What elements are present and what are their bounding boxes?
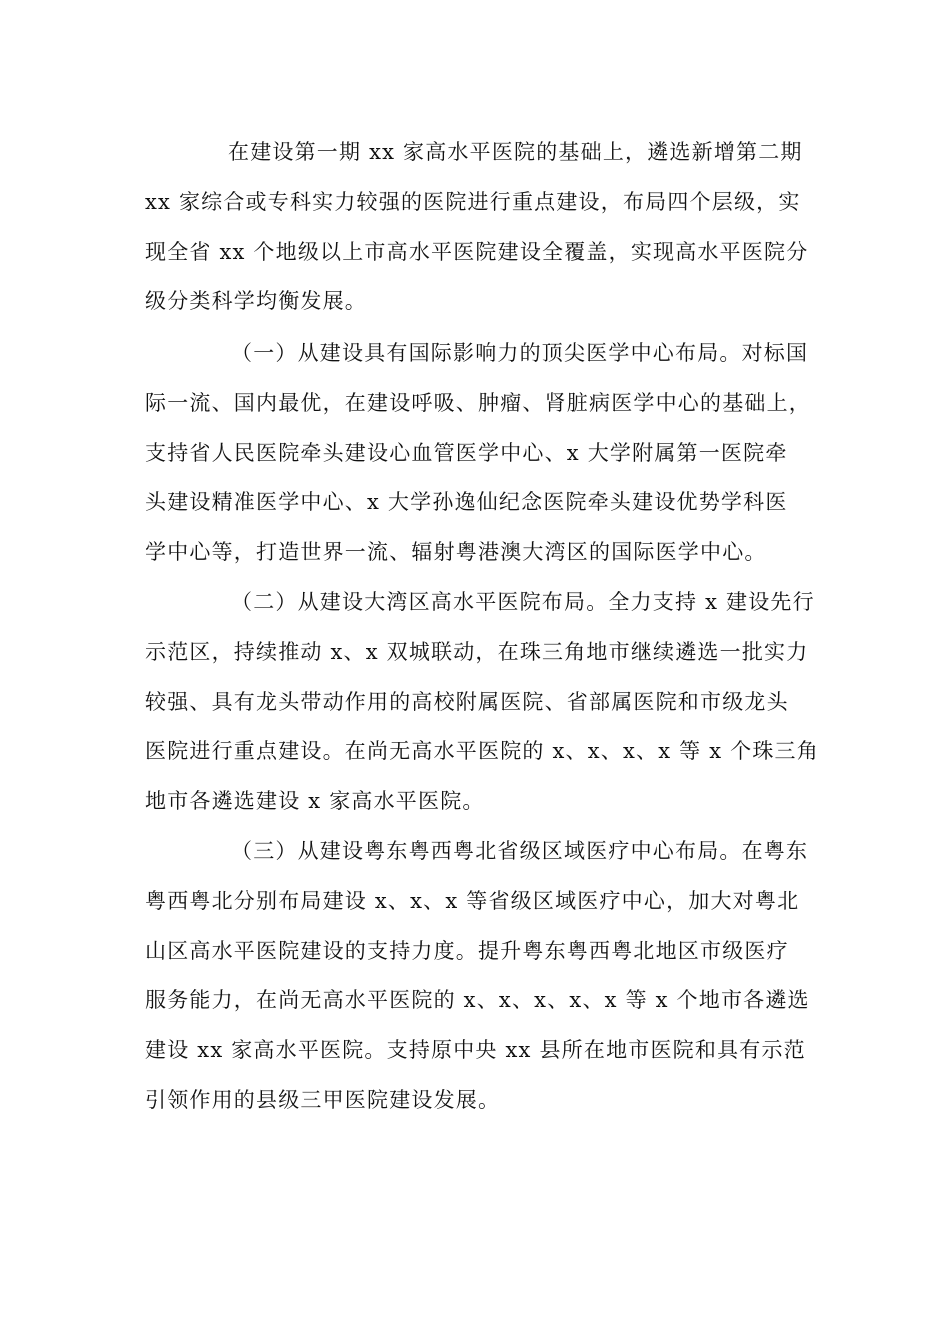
text-line: xx 家综合或专科实力较强的医院进行重点建设，布局四个层级，实 [145, 190, 801, 214]
text-line: 山区高水平医院建设的支持力度。提升粤东粤西粤北地区市级医疗 [145, 939, 789, 963]
text-line: （一）从建设具有国际影响力的顶尖医学中心布局。对标国 [231, 341, 809, 365]
text-line: 地市各遴选建设 x 家高水平医院。 [145, 789, 485, 813]
text-line: 现全省 xx 个地级以上市高水平医院建设全覆盖，实现高水平医院分 [145, 240, 809, 264]
text-line: 引领作用的县级三甲医院建设发展。 [145, 1088, 501, 1112]
text-line: 级分类科学均衡发展。 [145, 289, 367, 313]
text-line: 建设 xx 家高水平医院。支持原中央 xx 县所在地市医院和具有示范 [145, 1038, 806, 1062]
text-line: 粤西粤北分别布局建设 x、x、x 等省级区域医疗中心，加大对粤北 [145, 889, 800, 913]
text-line: 较强、具有龙头带动作用的高校附属医院、省部属医院和市级龙头 [145, 690, 789, 714]
text-line: 服务能力，在尚无高水平医院的 x、x、x、x、x 等 x 个地市各遴选 [145, 988, 810, 1012]
text-line: 支持省人民医院牵头建设心血管医学中心、x 大学附属第一医院牵 [145, 441, 788, 465]
text-line: 示范区，持续推动 x、x 双城联动，在珠三角地市继续遴选一批实力 [145, 640, 809, 664]
text-line: （三）从建设粤东粤西粤北省级区域医疗中心布局。在粤东 [231, 839, 809, 863]
text-line: 学中心等，打造世界一流、辐射粤港澳大湾区的国际医学中心。 [145, 540, 767, 564]
text-line: （二）从建设大湾区高水平医院布局。全力支持 x 建设先行 [231, 590, 815, 614]
text-line: 际一流、国内最优，在建设呼吸、肿瘤、肾脏病医学中心的基础上， [145, 391, 811, 415]
text-line: 头建设精准医学中心、x 大学孙逸仙纪念医院牵头建设优势学科医 [145, 490, 788, 514]
text-line: 在建设第一期 xx 家高水平医院的基础上，遴选新增第二期 [228, 140, 803, 164]
text-line: 医院进行重点建设。在尚无高水平医院的 x、x、x、x 等 x 个珠三角 [145, 739, 819, 763]
